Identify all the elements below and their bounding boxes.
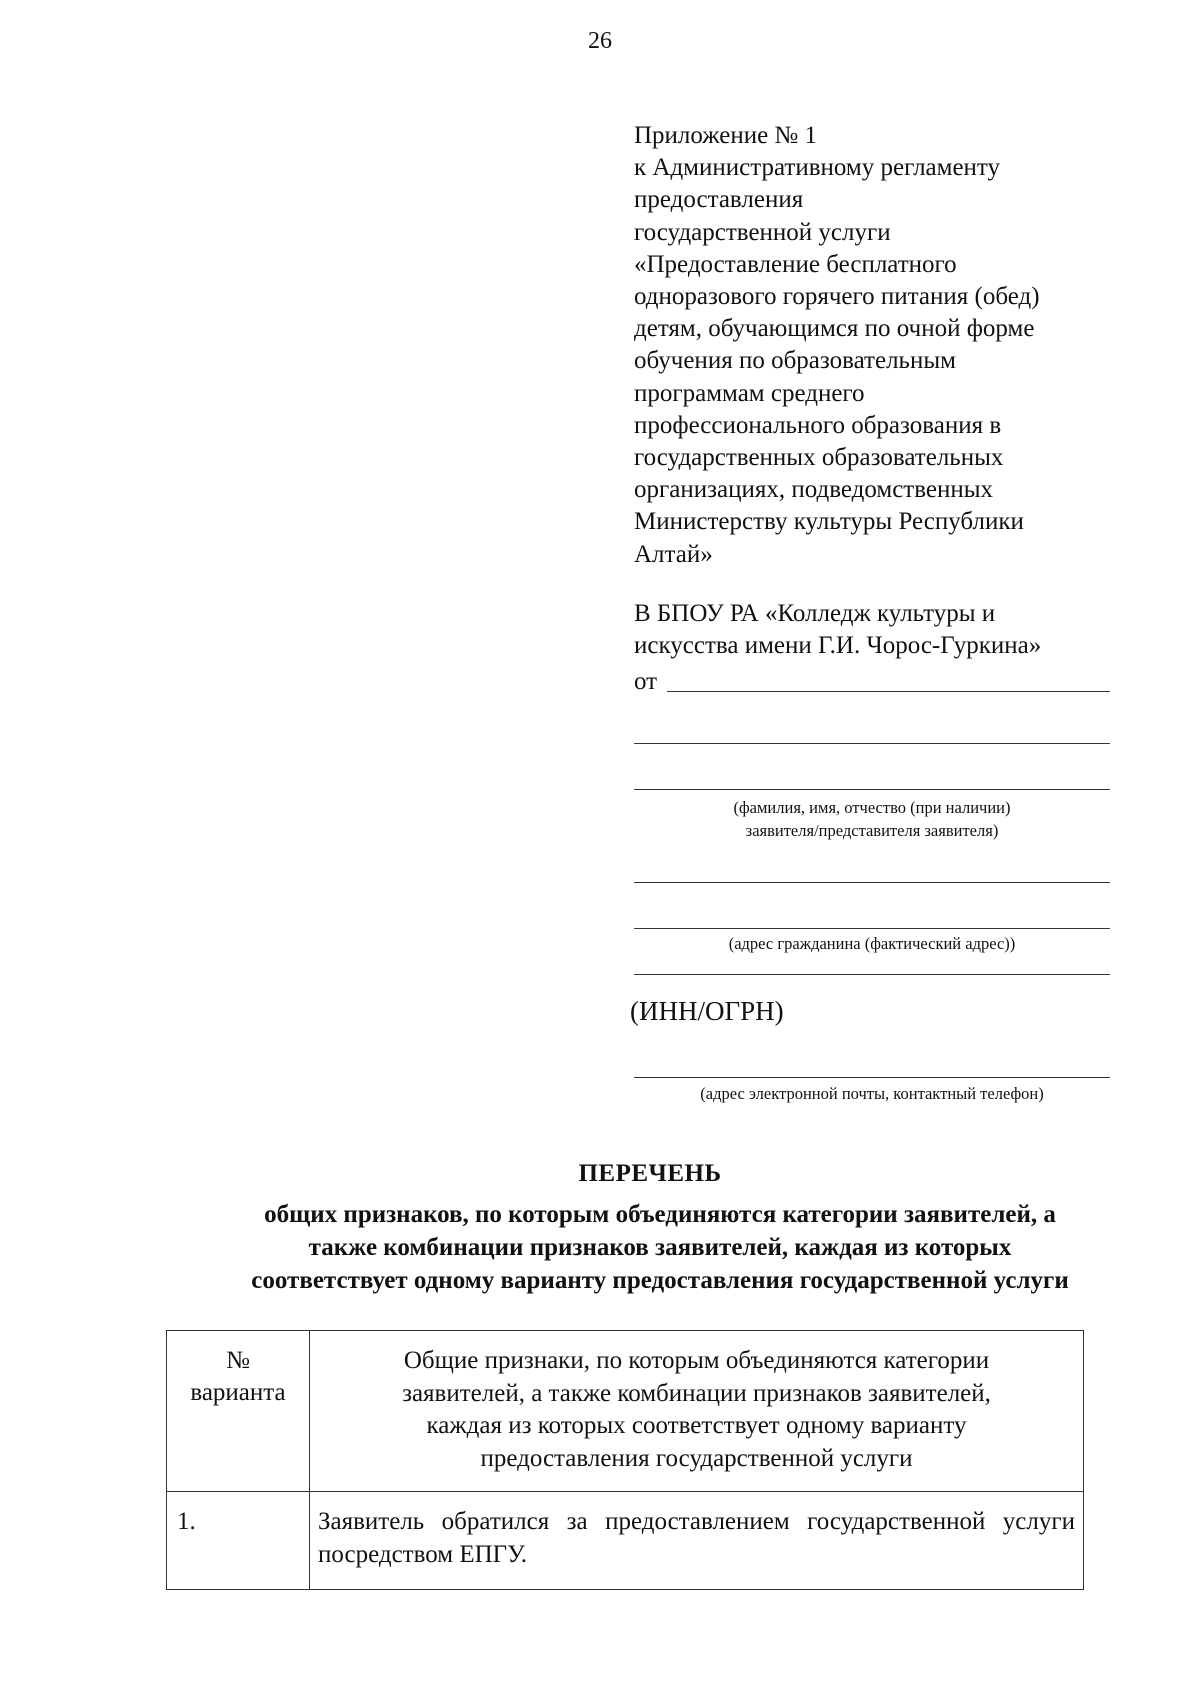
appendix-line: детям, обучающимся по очной форме bbox=[634, 315, 1035, 343]
variants-table bbox=[166, 1330, 1084, 1590]
appendix-line: организациях, подведомственных bbox=[634, 476, 994, 504]
header-text: Общие признаки, по которым объединяются категории bbox=[403, 1347, 990, 1374]
name-fill-line[interactable] bbox=[634, 743, 1110, 744]
header-text: № bbox=[226, 1347, 250, 1374]
recipient-line: В БПОУ РА «Колледж культуры и bbox=[634, 600, 996, 627]
subtitle-line: общих признаков, по которым объединяются категории заявителей, а bbox=[264, 1201, 1056, 1228]
appendix-line: Приложение № 1 bbox=[634, 122, 818, 149]
table-row bbox=[167, 1492, 1084, 1590]
contact-hint: (адрес электронной почты, контактный телефон) bbox=[700, 1084, 1044, 1103]
address-fill-line[interactable] bbox=[634, 974, 1110, 975]
row-description: Заявитель обратился за предоставлением государственной услуги посредством ЕПГУ. bbox=[310, 1492, 1084, 1590]
name-hint-line: (фамилия, имя, отчество (при наличии) bbox=[733, 798, 1011, 817]
appendix-line: государственных образовательных bbox=[634, 444, 1004, 472]
appendix-line: программам среднего bbox=[634, 379, 865, 407]
appendix-reference bbox=[634, 120, 1154, 571]
list-title: ПЕРЕЧЕНЬ bbox=[578, 1160, 722, 1187]
appendix-line: профессионального образования в bbox=[634, 411, 1002, 439]
from-label: от bbox=[634, 668, 658, 695]
name-hint-line: заявителя/представителя заявителя) bbox=[745, 821, 999, 840]
contact-fill-line[interactable] bbox=[634, 1077, 1110, 1078]
recipient-block bbox=[634, 598, 1154, 662]
appendix-line: одноразового горячего питания (обед) bbox=[634, 283, 1040, 311]
address-fill-line[interactable] bbox=[634, 928, 1110, 929]
row-variant-number: 1. bbox=[167, 1492, 310, 1590]
list-subtitle bbox=[160, 1198, 1160, 1297]
appendix-line: предоставления bbox=[634, 186, 804, 214]
header-text: предоставления государственной услуги bbox=[480, 1444, 913, 1472]
name-hint bbox=[634, 796, 1110, 842]
from-field[interactable] bbox=[634, 664, 1110, 696]
name-fill-line[interactable] bbox=[634, 789, 1110, 790]
header-text: варианта bbox=[190, 1379, 286, 1406]
subtitle-line: соответствует одному варианту предоставления государственной услуги bbox=[251, 1267, 1069, 1294]
appendix-line: государственной услуги bbox=[634, 218, 891, 246]
table-header-row bbox=[167, 1331, 1084, 1492]
page-number: 26 bbox=[588, 28, 612, 54]
appendix-line: Алтай» bbox=[634, 540, 713, 568]
address-fill-line[interactable] bbox=[634, 882, 1110, 883]
header-text: заявителей, а также комбинации признаков заявителей, bbox=[402, 1379, 991, 1407]
from-fill-line bbox=[667, 691, 1110, 692]
appendix-line: обучения по образовательным bbox=[634, 347, 956, 375]
header-description bbox=[310, 1331, 1084, 1492]
inn-ogrn-label: (ИНН/ОГРН) bbox=[630, 996, 784, 1026]
header-text: каждая из которых соответствует одному варианту bbox=[426, 1412, 967, 1439]
appendix-line: Министерству культуры Республики bbox=[634, 508, 1024, 536]
recipient-line: искусства имени Г.И. Чорос-Гуркина» bbox=[634, 632, 1042, 659]
subtitle-line: также комбинации признаков заявителей, каждая из которых bbox=[308, 1234, 1012, 1261]
appendix-line: «Предоставление бесплатного bbox=[634, 250, 957, 278]
address-hint: (адрес гражданина (фактический адрес)) bbox=[728, 934, 1016, 953]
appendix-line: к Административному регламенту bbox=[634, 154, 1001, 182]
header-variant-number bbox=[167, 1331, 310, 1492]
